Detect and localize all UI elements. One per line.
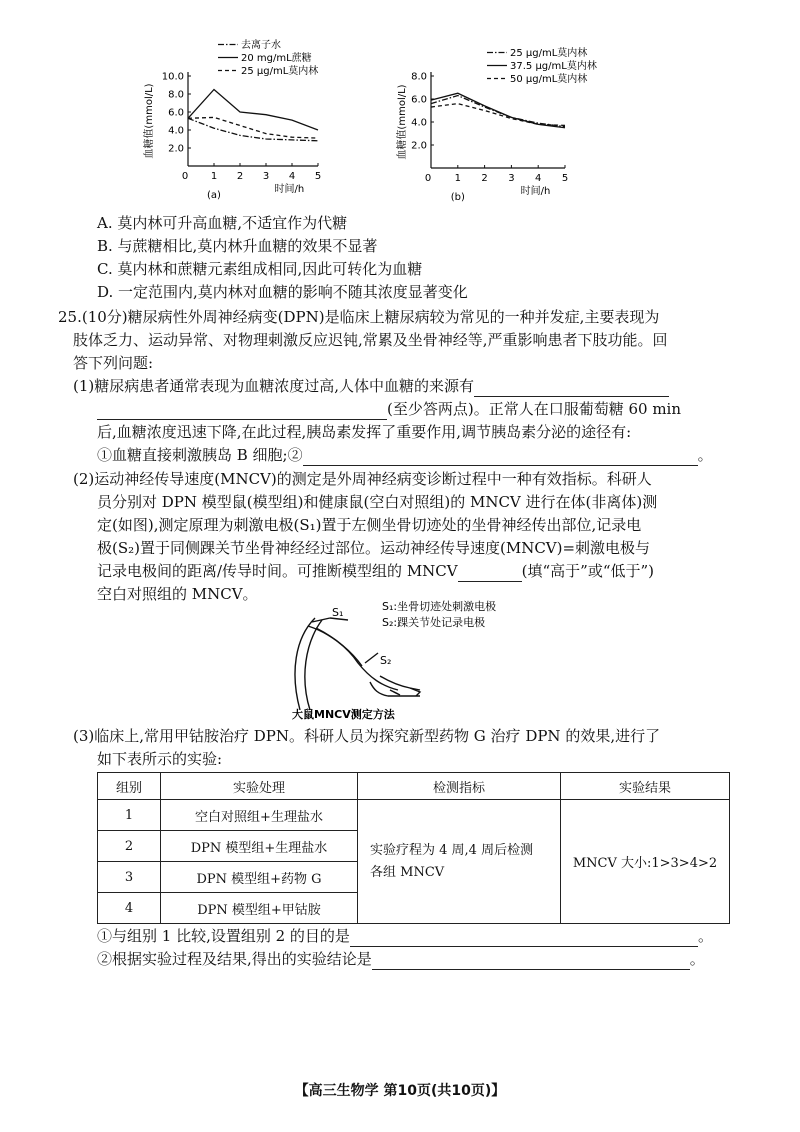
- x-tick-label: 4: [535, 173, 542, 184]
- legend-label: 去离子水: [241, 40, 281, 51]
- series-line: [431, 93, 565, 128]
- indicator-line2: 各组 MNCV: [370, 864, 445, 880]
- q25-part2-line4: 极(S₂)置于同侧踝关节坐骨神经经过部位。运动神经传导速度(MNCV)=刺激电极与: [97, 539, 651, 557]
- q25-part2-line3: 定(如图),测定原理为刺激电极(S₁)置于左侧坐骨切迹处的坐骨神经传出部位,记录电: [97, 516, 642, 534]
- q25-intro-line1: 25.(10分)糖尿病性外周神经病变(DPN)是临床上糖尿病较为常见的一种并发症,主要表现为: [58, 308, 660, 326]
- answer-blank-conclusion[interactable]: [372, 951, 690, 970]
- x-tick-label: 3: [508, 173, 515, 184]
- y-tick-label: 2.0: [411, 140, 427, 152]
- q25-part2-line1: (2)运动神经传导速度(MNCV)的测定是外周神经病变诊断过程中一种有效指标。科研人: [73, 470, 652, 488]
- option-a: A. 莫内林可升高血糖,不适宜作为代糖: [97, 214, 348, 232]
- x-tick-label: 2: [236, 171, 244, 182]
- q25-part2-line2: 员分别对 DPN 模型鼠(模型组)和健康鼠(空白对照组)的 MNCV 进行在体(非离体)测: [97, 493, 658, 511]
- fig-legend-s2: S₂:踝关节处记录电极: [382, 616, 486, 629]
- q25-intro-line2: 肢体乏力、运动异常、对物理刺激反应迟钝,常累及坐骨神经等,严重影响患者下肢功能。回: [73, 331, 668, 349]
- page-footer: 【高三生物学 第10页(共10页)】: [294, 1083, 506, 1099]
- table-cell-group: 1: [98, 800, 161, 831]
- x-tick-label: 3: [262, 171, 270, 182]
- table-cell-group: 4: [98, 893, 161, 924]
- subquestion-2-end: 。: [689, 950, 705, 968]
- y-tick-label: 8.0: [168, 89, 184, 101]
- option-c: C. 莫内林和蔗糖元素组成相同,因此可转化为血糖: [97, 260, 423, 278]
- q25-part1-line2: [97, 398, 681, 420]
- x-tick-label: 4: [288, 171, 296, 182]
- subquestion-1: [97, 925, 713, 947]
- q25-part1-text2: (至少答两点)。正常人在口服葡萄糖 60 min: [387, 400, 682, 418]
- series-line: [188, 117, 318, 138]
- option-b: B. 与蔗糖相比,莫内林升血糖的效果不显著: [97, 237, 378, 255]
- y-tick-label: 4.0: [168, 125, 184, 137]
- y-tick-label: 6.0: [411, 94, 427, 106]
- option-d: D. 一定范围内,莫内林对血糖的影响不随其浓度显著变化: [97, 283, 468, 301]
- answer-blank-insulin-pathway[interactable]: [303, 447, 698, 466]
- table-cell-group: 2: [98, 831, 161, 862]
- experiment-table: [97, 772, 730, 924]
- q25-part2-text5b: (填“高于”或“低于”): [521, 562, 655, 580]
- table-cell-treatment: DPN 模型组+甲钴胺: [161, 893, 358, 924]
- q25-intro-line3: 答下列问题:: [73, 354, 154, 372]
- series-line: [188, 90, 318, 131]
- chart-b: [395, 38, 655, 208]
- table-header: 组别: [98, 773, 161, 800]
- y-tick-label: 6.0: [168, 107, 184, 119]
- table-cell-indicator: [358, 800, 561, 924]
- table-header: 实验结果: [561, 773, 730, 800]
- q25-part3-line2: 如下表所示的实验:: [97, 750, 223, 768]
- x-tick-label: 1: [210, 171, 218, 182]
- table-header-row: [98, 773, 730, 800]
- y-tick-label: 8.0: [411, 71, 427, 83]
- q25-part1-text: (1)糖尿病患者通常表现为血糖浓度过高,人体中血糖的来源有: [73, 377, 475, 395]
- q25-part1-line4: [97, 444, 713, 466]
- q25-part2-text5a: 记录电极间的距离/传导时间。可推断模型组的 MNCV: [97, 562, 458, 580]
- x-tick-label: 5: [314, 171, 322, 182]
- y-tick-label: 2.0: [168, 143, 184, 155]
- x-tick-label: 2: [481, 173, 488, 184]
- q25-part2-line5: [97, 560, 654, 582]
- answer-blank-glucose-source-cont[interactable]: [97, 401, 387, 420]
- chart-caption: (b): [450, 192, 465, 203]
- fig-caption: 大鼠MNCV测定方法: [292, 708, 395, 721]
- table-row: [98, 800, 730, 831]
- table-header: 实验处理: [161, 773, 358, 800]
- q25-part1-text4: ①血糖直接刺激胰岛 B 细胞;②: [97, 446, 303, 464]
- table-cell-group: 3: [98, 862, 161, 893]
- legend-label: 50 μg/mL莫内林: [510, 74, 588, 85]
- chart-caption: (a): [207, 190, 221, 201]
- fig-label-s1: S₁: [332, 606, 344, 619]
- y-axis-label: 血糖值(mmol/L): [144, 83, 155, 159]
- x-tick-label: 5: [561, 173, 569, 184]
- x-axis-label: 时间/h: [274, 184, 305, 195]
- q25-part1-end: 。: [697, 446, 713, 464]
- q25-part1-line3: 后,血糖浓度迅速下降,在此过程,胰岛素发挥了重要作用,调节胰岛素分泌的途径有:: [97, 423, 632, 441]
- q25-part1-line1: [73, 375, 669, 397]
- subquestion-1-end: 。: [697, 927, 713, 945]
- indicator-line1: 实验疗程为 4 周,4 周后检测: [370, 842, 534, 858]
- legend-label: 25 μg/mL莫内林: [510, 48, 588, 59]
- chart-a: [140, 28, 350, 208]
- table-cell-result: MNCV 大小:1>3>4>2: [561, 800, 730, 924]
- y-axis-label: 血糖值(mmol/L): [397, 84, 408, 160]
- q25-part3-line1: (3)临床上,常用甲钴胺治疗 DPN。科研人员为探究新型药物 G 治疗 DPN 的效果,进行了: [73, 727, 661, 745]
- answer-blank-mncv-compare[interactable]: [458, 563, 522, 582]
- y-tick-label: 10.0: [161, 71, 184, 83]
- rat-mncv-figure: [270, 598, 550, 723]
- table-cell-treatment: 空白对照组+生理盐水: [161, 800, 358, 831]
- x-tick-label: 1: [454, 173, 461, 184]
- answer-blank-purpose[interactable]: [350, 928, 698, 947]
- legend-label: 25 μg/mL莫内林: [241, 66, 319, 77]
- subquestion-2-text: ②根据实验过程及结果,得出的实验结论是: [97, 950, 372, 968]
- y-tick-label: 4.0: [411, 117, 427, 129]
- legend-label: 20 mg/mL蔗糖: [241, 53, 312, 64]
- answer-blank-glucose-source[interactable]: [474, 378, 669, 397]
- fig-legend-s1: S₁:坐骨切迹处刺激电极: [382, 600, 497, 613]
- subquestion-2: [97, 948, 705, 970]
- table-header: 检测指标: [358, 773, 561, 800]
- series-line: [431, 104, 565, 126]
- table-cell-treatment: DPN 模型组+药物 G: [161, 862, 358, 893]
- q25-part2-line6: 空白对照组的 MNCV。: [97, 585, 258, 603]
- x-tick-label: 0: [424, 173, 432, 184]
- x-tick-label: 0: [181, 171, 189, 182]
- x-axis-label: 时间/h: [520, 186, 551, 197]
- legend-label: 37.5 μg/mL莫内林: [510, 61, 597, 72]
- fig-label-s2: S₂: [380, 654, 392, 667]
- table-cell-treatment: DPN 模型组+生理盐水: [161, 831, 358, 862]
- subquestion-1-text: ①与组别 1 比较,设置组别 2 的目的是: [97, 927, 350, 945]
